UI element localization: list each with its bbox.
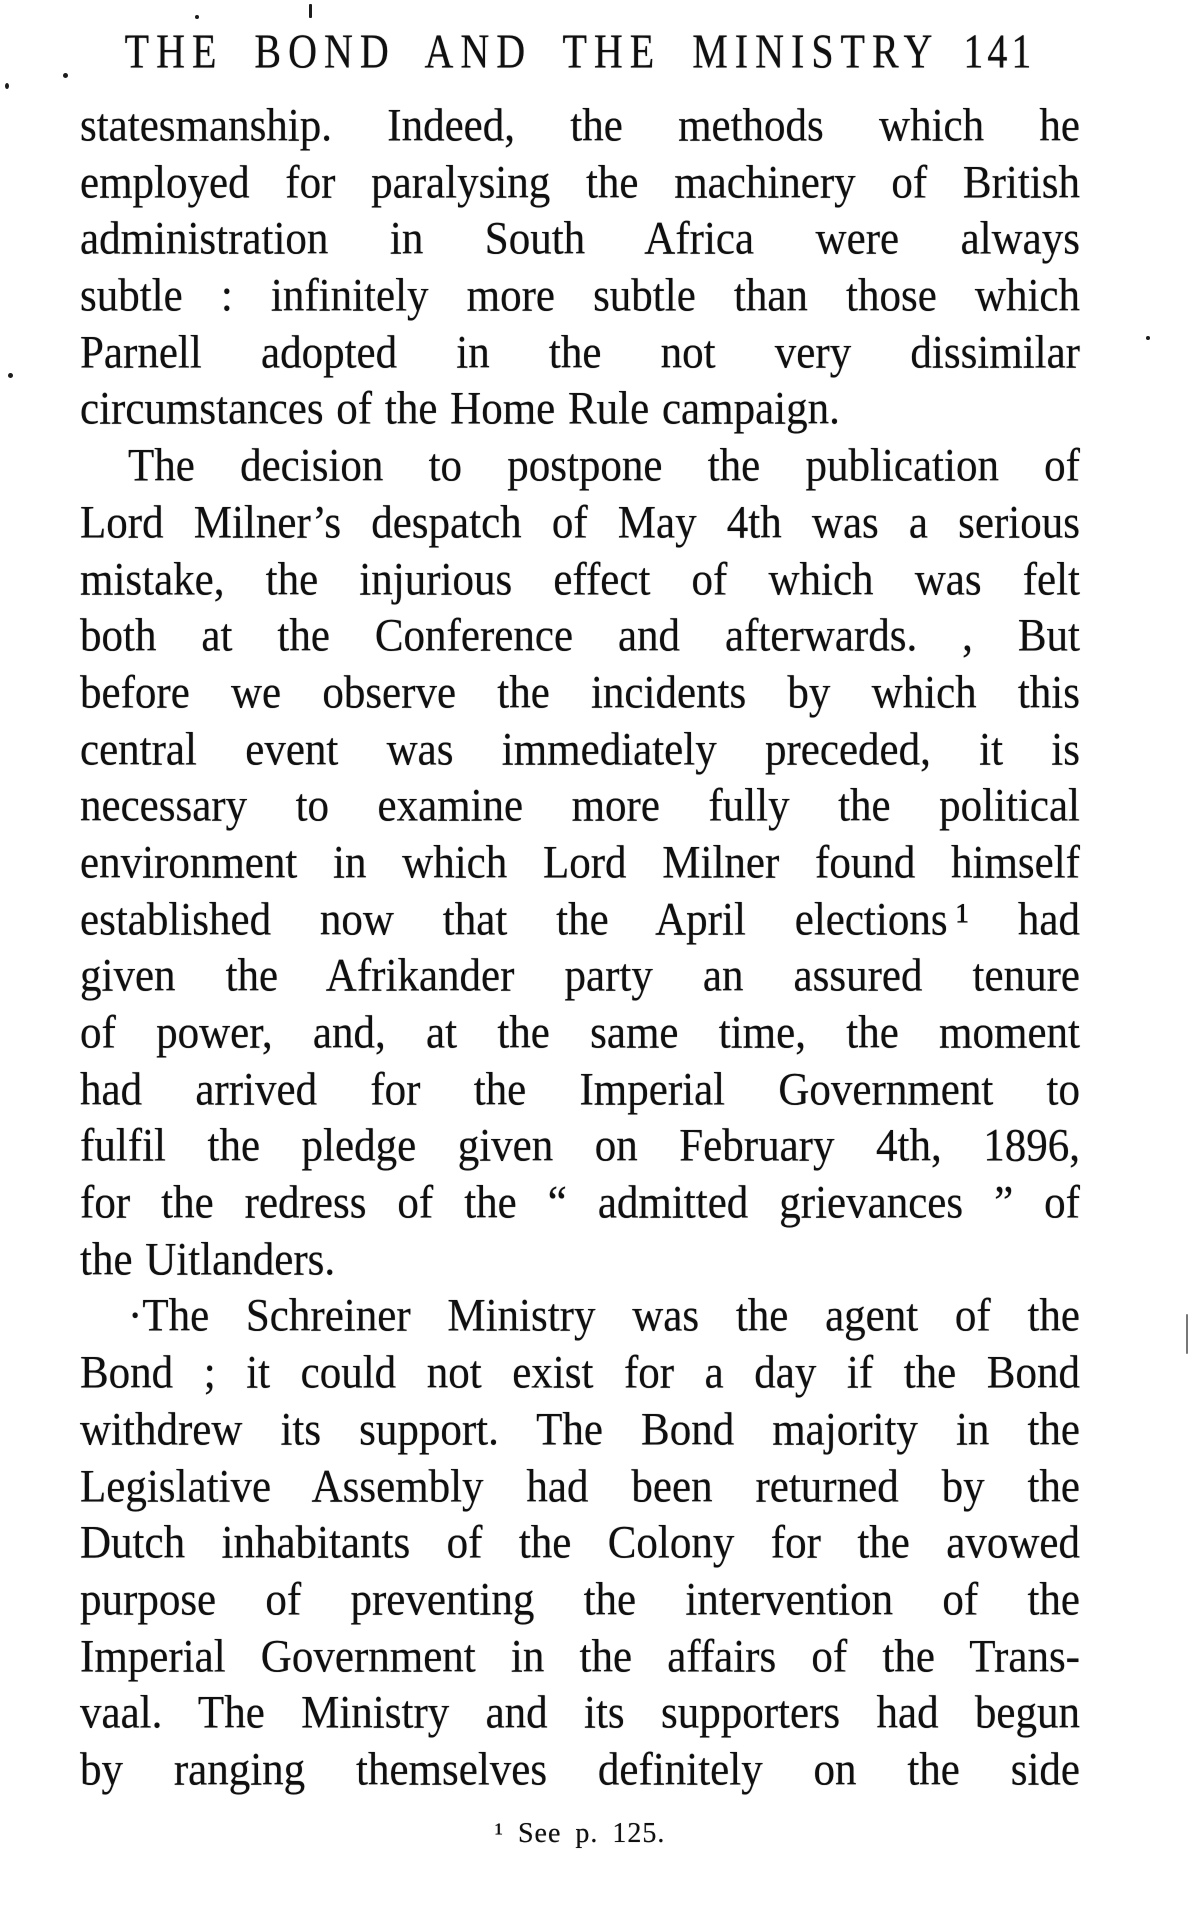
text-line: Bond ; it could not exist for a day if the Bond	[80, 1347, 1080, 1399]
text-line: mistake, the injurious effect of which was felt	[80, 554, 1080, 605]
text-line: Dutch inhabitants of the Colony for the avowed	[80, 1517, 1080, 1569]
text-line: environment in which Lord Milner found himself	[80, 837, 1080, 889]
page-number: 141	[963, 23, 1036, 79]
scan-speck	[1146, 336, 1150, 340]
text-line: administration in South Africa were always	[80, 213, 1080, 265]
text-line: ·The Schreiner Ministry was the agent of the	[128, 1291, 1080, 1342]
text-line: Imperial Government in the affairs of the Trans-	[80, 1631, 1080, 1682]
text-line: the Uitlanders.	[80, 1234, 336, 1286]
scan-speck	[5, 83, 9, 89]
text-line: of power, and, at the same time, the moment	[80, 1007, 1080, 1059]
scan-speck	[8, 373, 13, 378]
text-line: Legislative Assembly had been returned by the	[80, 1461, 1080, 1512]
text-line: subtle : infinitely more subtle than those which	[80, 270, 1080, 322]
text-line: central event was immediately preceded, it is	[80, 724, 1080, 775]
body-text	[80, 99, 1080, 1800]
text-line: fulfil the pledge given on February 4th, 1896,	[80, 1120, 1080, 1172]
text-line: The decision to postpone the publication of	[128, 440, 1080, 492]
text-line: given the Afrikander party an assured tenure	[80, 950, 1080, 1002]
scan-speck	[1186, 1314, 1188, 1354]
text-line: had arrived for the Imperial Government to	[80, 1064, 1080, 1116]
scan-speck	[195, 15, 199, 19]
text-line: vaal. The Ministry and its supporters had begun	[80, 1687, 1080, 1739]
running-head	[80, 23, 1080, 79]
text-line: Parnell adopted in the not very dissimilar	[80, 327, 1080, 379]
text-line: by ranging themselves definitely on the side	[80, 1744, 1080, 1796]
text-line: established now that the April elections ¹ had	[80, 894, 1080, 945]
scan-speck	[309, 4, 312, 18]
text-line: for the redress of the “ admitted grievances ” of	[80, 1177, 1080, 1229]
text-line: withdrew its support. The Bond majority in the	[80, 1404, 1080, 1456]
text-line: statesmanship. Indeed, the methods which he	[80, 100, 1080, 152]
text-line: necessary to examine more fully the political	[80, 780, 1080, 832]
running-head-title: THE BOND AND THE MINISTRY	[124, 23, 940, 79]
text-line: employed for paralysing the machinery of British	[80, 157, 1080, 209]
scan-speck	[63, 73, 68, 78]
footnote: ¹ See p. 125.	[494, 1818, 666, 1849]
text-line: circumstances of the Home Rule campaign.	[80, 384, 840, 435]
text-line: both at the Conference and afterwards. , But	[80, 610, 1080, 662]
text-line: Lord Milner’s despatch of May 4th was a serious	[80, 497, 1080, 549]
text-line: before we observe the incidents by which this	[80, 667, 1080, 719]
text-line: purpose of preventing the intervention of the	[80, 1574, 1080, 1626]
